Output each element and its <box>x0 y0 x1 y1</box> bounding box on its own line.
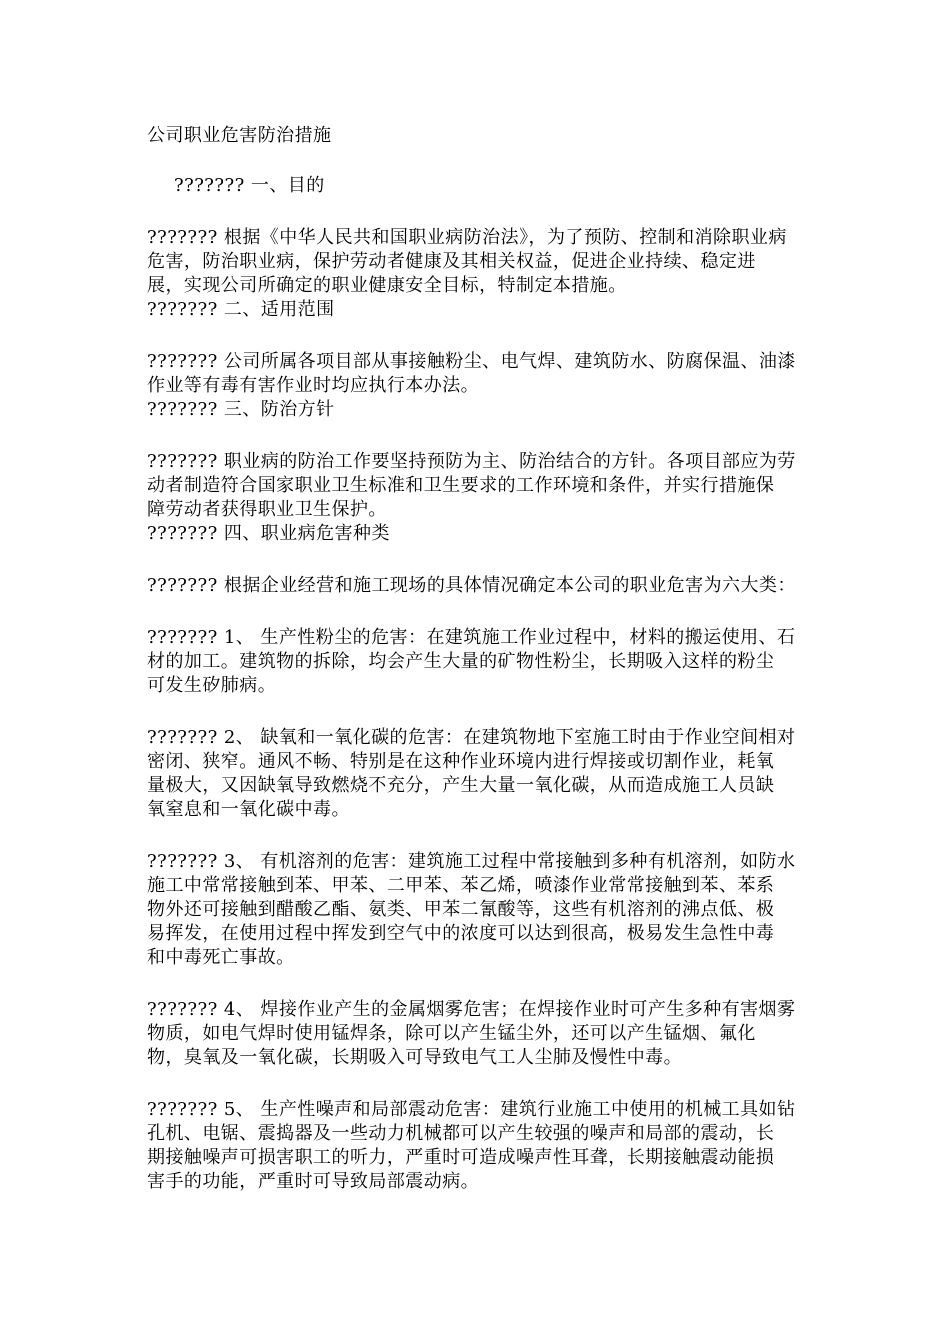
list-item-line: 害手的功能，严重时可导致局部震动病。 <box>147 1171 480 1192</box>
paragraph-line: 障劳动者获得职业卫生保护。 <box>147 499 387 520</box>
paragraph-line: ??????? 职业病的防治工作要坚持预防为主、防治结合的方针。各项目部应为劳 <box>147 451 796 472</box>
paragraph-line: 作业等有毒有害作业时均应执行本办法。 <box>147 375 480 396</box>
list-item-line: 物质，如电气焊时使用锰焊条，除可以产生锰尘外，还可以产生锰烟、氟化 <box>147 1023 756 1044</box>
list-item-line: ??????? 1、 生产性粉尘的危害：在建筑施工作业过程中，材料的搬运使用、石 <box>147 627 796 648</box>
section-heading-purpose: ??????? 一、目的 <box>174 175 325 196</box>
paragraph-line: 动者制造符合国家职业卫生标准和卫生要求的工作环境和条件，并实行措施保 <box>147 475 775 496</box>
section-heading-policy: ??????? 三、防治方针 <box>147 399 335 420</box>
list-item-line: 物，臭氧及一氧化碳，长期吸入可导致电气工人尘肺及慢性中毒。 <box>147 1047 683 1068</box>
paragraph-line: ??????? 公司所属各项目部从事接触粉尘、电气焊、建筑防水、防腐保温、油漆 <box>147 351 796 372</box>
paragraph-line: ??????? 根据企业经营和施工现场的具体情况确定本公司的职业危害为六大类： <box>147 575 796 596</box>
list-item-line: 材的加工。建筑物的拆除，均会产生大量的矿物性粉尘，长期吸入这样的粉尘 <box>147 651 775 672</box>
list-item-line: ??????? 5、 生产性噪声和局部震动危害：建筑行业施工中使用的机械工具如钻 <box>147 1099 796 1120</box>
list-item-line: 密闭、狭窄。通风不畅、特别是在这种作业环境内进行焊接或切割作业，耗氧 <box>147 751 775 772</box>
list-item-line: 期接触噪声可损害职工的听力，严重时可造成噪声性耳聋，长期接触震动能损 <box>147 1147 775 1168</box>
list-item-line: ??????? 2、 缺氧和一氧化碳的危害：在建筑物地下室施工时由于作业空间相对 <box>147 727 796 748</box>
document-title: 公司职业危害防治措施 <box>147 125 332 146</box>
list-item-line: ??????? 3、 有机溶剂的危害：建筑施工过程中常接触到多种有机溶剂，如防水 <box>147 851 796 872</box>
list-item-line: 施工中常常接触到苯、甲苯、二甲苯、苯乙烯，喷漆作业常常接触到苯、苯系 <box>147 875 775 896</box>
list-item-line: 和中毒死亡事故。 <box>147 947 295 968</box>
list-item-line: ??????? 4、 焊接作业产生的金属烟雾危害；在焊接作业时可产生多种有害烟雾 <box>147 999 796 1020</box>
section-heading-hazard-types: ??????? 四、职业病危害种类 <box>147 523 390 544</box>
list-item-line: 量极大，又因缺氧导致燃烧不充分，产生大量一氧化碳，从而造成施工人员缺 <box>147 775 775 796</box>
list-item-line: 氧窒息和一氧化碳中毒。 <box>147 799 350 820</box>
section-heading-scope: ??????? 二、适用范围 <box>147 299 335 320</box>
paragraph-line: ??????? 根据《中华人民共和国职业病防治法》，为了预防、控制和消除职业病 <box>147 227 787 248</box>
paragraph-line: 危害，防治职业病，保护劳动者健康及其相关权益，促进企业持续、稳定进 <box>147 251 756 272</box>
list-item-line: 孔机、电锯、震捣器及一些动力机械都可以产生较强的噪声和局部的震动，长 <box>147 1123 775 1144</box>
list-item-line: 物外还可接触到醋酸乙酯、氨类、甲苯二氰酸等，这些有机溶剂的沸点低、极 <box>147 899 775 920</box>
paragraph-line: 展，实现公司所确定的职业健康安全目标，特制定本措施。 <box>147 275 627 296</box>
list-item-line: 易挥发，在使用过程中挥发到空气中的浓度可以达到很高，极易发生急性中毒 <box>147 923 775 944</box>
list-item-line: 可发生矽肺病。 <box>147 675 277 696</box>
